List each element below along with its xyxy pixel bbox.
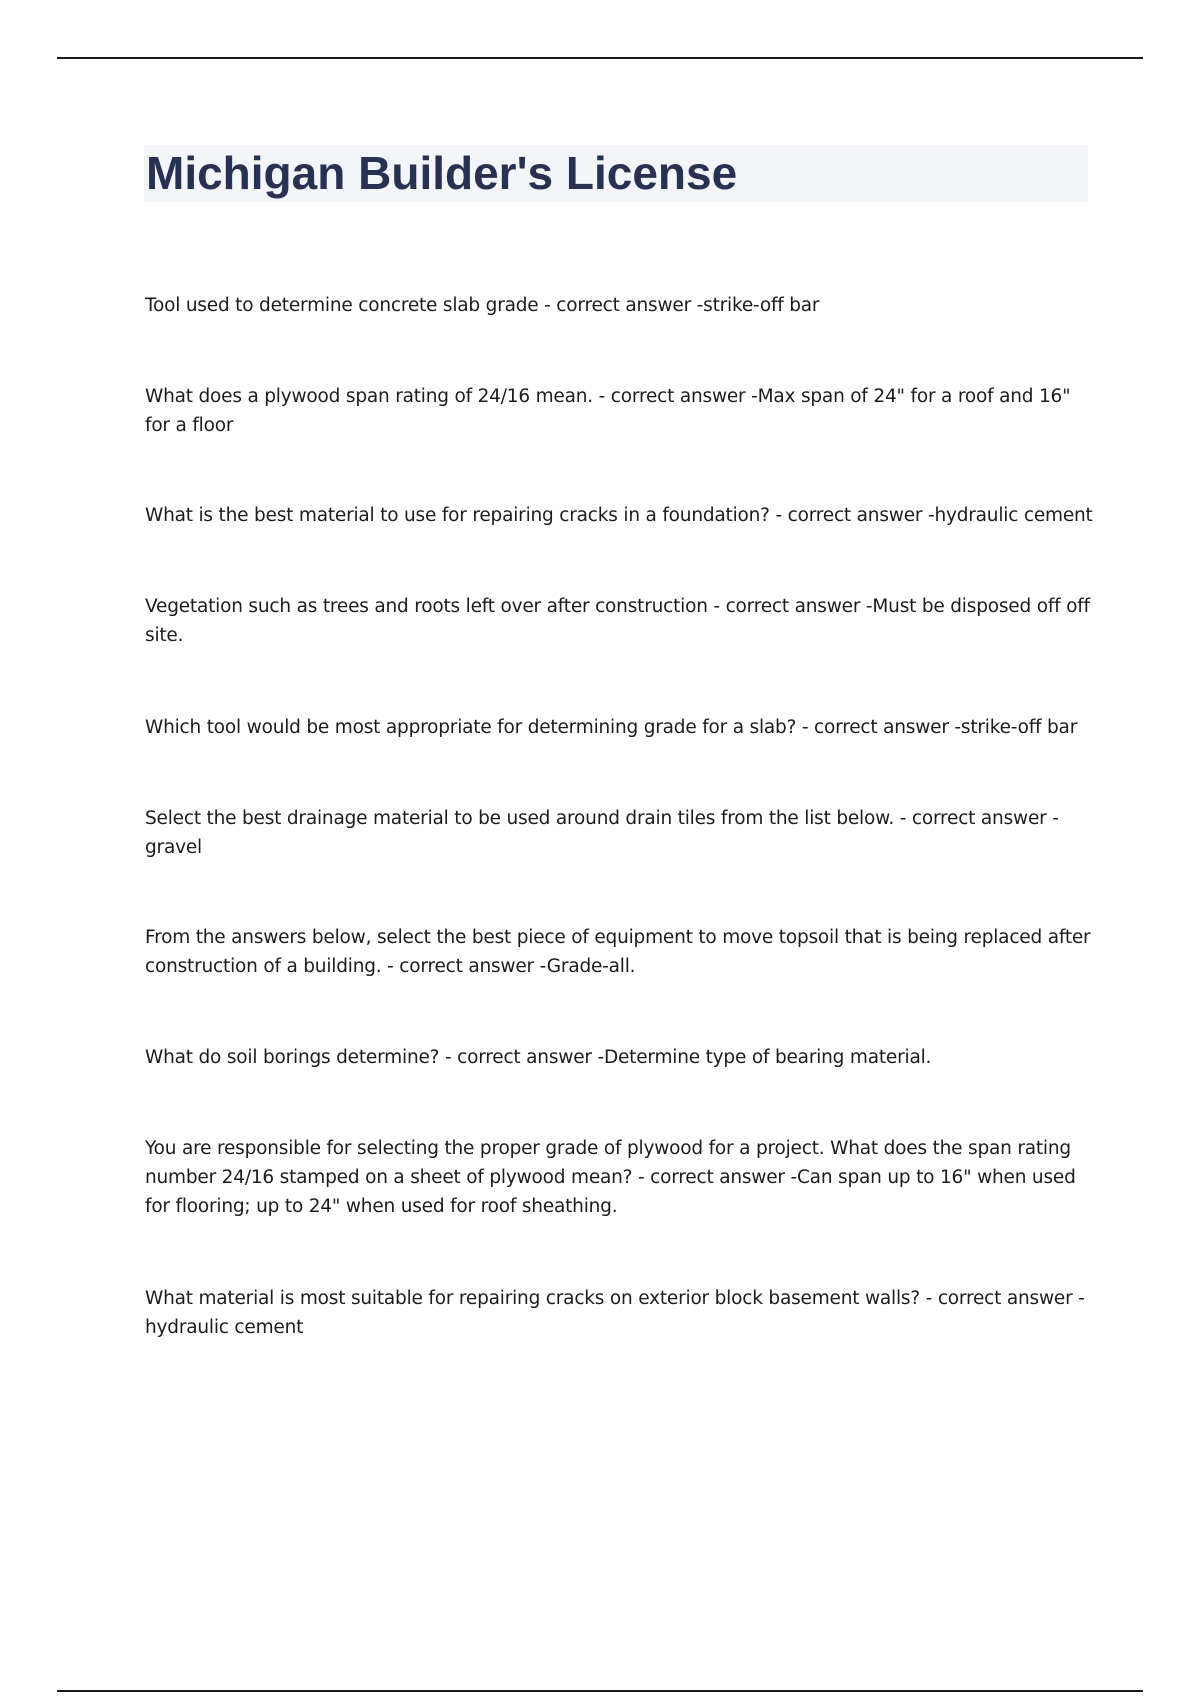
qa-item-2: What does a plywood span rating of 24/16 mean. - correct answer -Max span of 24" for a roof and 16" for a floor <box>145 386 1071 436</box>
qa-item-9: You are responsible for selecting the proper grade of plywood for a project. What does the span rating number 24/16 stamped on a sheet of plywood mean? - correct answer -Can span up to 16" when used for flooring; up to 24" when used for roof sheathing. <box>145 1138 1076 1217</box>
qa-item-1: Tool used to determine concrete slab grade - correct answer -strike-off bar <box>145 295 820 316</box>
qa-item-6: Select the best drainage material to be used around drain tiles from the list below. - correct answer -gravel <box>145 808 1059 858</box>
qa-item-3: What is the best material to use for repairing cracks in a foundation? - correct answer -hydraulic cement <box>145 505 1093 526</box>
qa-item-4: Vegetation such as trees and roots left over after construction - correct answer -Must be disposed off off site. <box>145 596 1090 646</box>
qa-item-7: From the answers below, select the best piece of equipment to move topsoil that is being replaced after construction of a building. - correct answer -Grade-all. <box>145 927 1091 977</box>
footer-rule <box>57 1690 1143 1692</box>
qa-item-10: What material is most suitable for repairing cracks on exterior block basement walls? - correct answer -hydraulic cement <box>145 1288 1085 1338</box>
qa-item-5: Which tool would be most appropriate for determining grade for a slab? - correct answer -strike-off bar <box>145 717 1078 738</box>
qa-item-8: What do soil borings determine? - correct answer -Determine type of bearing material. <box>145 1047 932 1068</box>
header-rule <box>57 57 1143 59</box>
page-title: Michigan Builder's License <box>146 147 738 199</box>
